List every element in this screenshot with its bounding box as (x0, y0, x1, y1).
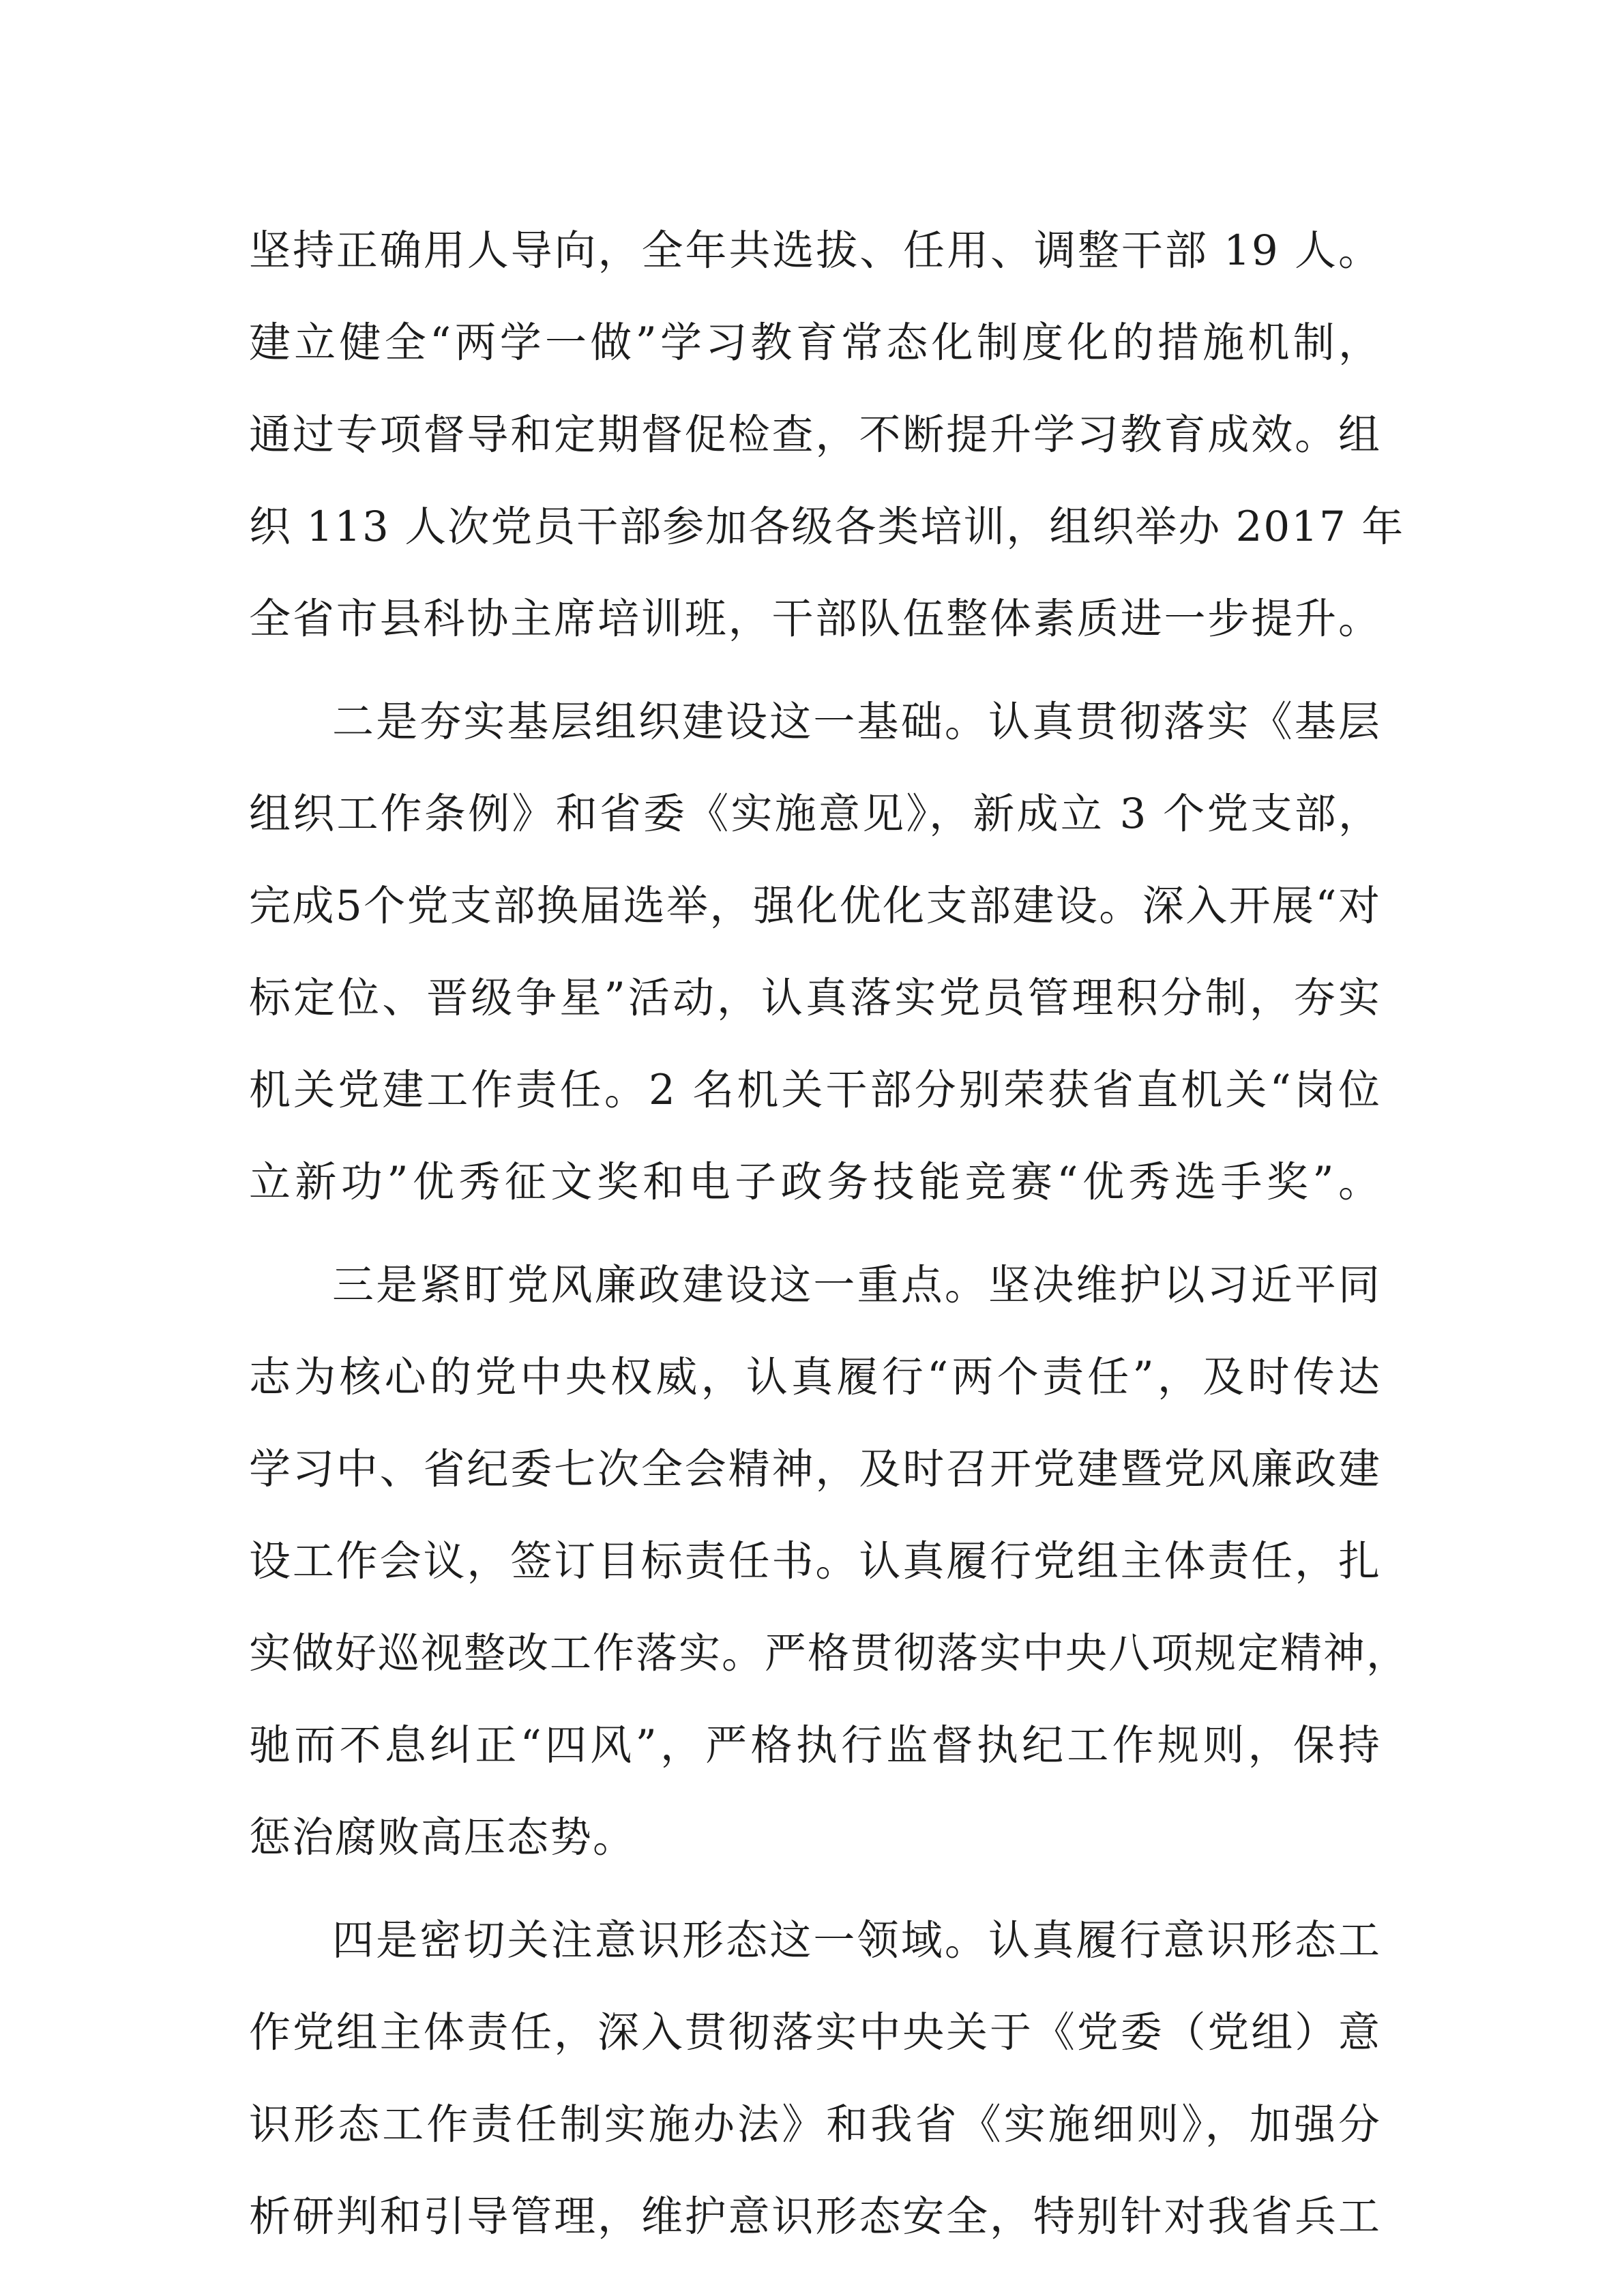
paragraph-3 (249, 1239, 1410, 1883)
text-line: 织 113 人次党员干部参加各级各类培训，组织举办 2017 年 (249, 503, 1405, 551)
paragraph-1 (249, 205, 1405, 665)
text-line: 组织工作条例》和省委《实施意见》，新成立 3 个党支部， (249, 790, 1381, 838)
text-line: 坚持正确用人导向，全年共选拔、任用、调整干部 19 人。 (249, 226, 1381, 275)
text-line: 完成5个党支部换届选举，强化优化支部建设。深入开展“对 (249, 882, 1381, 930)
text-line: 四是密切关注意识形态这一领域。认真履行意识形态工 (332, 1916, 1381, 1965)
text-line: 全省市县科协主席培训班，干部队伍整体素质进一步提升。 (249, 595, 1381, 643)
text-line: 志为核心的党中央权威，认真履行“两个责任”，及时传达 (249, 1353, 1381, 1401)
text-line: 标定位、晋级争星”活动，认真落实党员管理积分制，夯实 (249, 974, 1381, 1022)
document-body (249, 205, 1410, 2263)
text-line: 驰而不息纠正“四风”，严格执行监督执纪工作规则，保持 (249, 1721, 1381, 1770)
text-line: 建立健全“两学一做”学习教育常态化制度化的措施机制， (249, 318, 1381, 367)
text-line: 二是夯实基层组织建设这一基础。认真贯彻落实《基层 (332, 698, 1381, 746)
text-line: 机关党建工作责任。2 名机关干部分别荣获省直机关“岗位 (249, 1066, 1381, 1114)
text-line: 通过专项督导和定期督促检查，不断提升学习教育成效。组 (249, 411, 1381, 459)
text-line: 实做好巡视整改工作落实。严格贯彻落实中央八项规定精神， (249, 1629, 1410, 1678)
text-line: 惩治腐败高压态势。 (249, 1813, 636, 1862)
text-line: 设工作会议，签订目标责任书。认真履行党组主体责任，扎 (249, 1537, 1381, 1585)
text-line: 立新功”优秀征文奖和电子政务技能竞赛“优秀选手奖”。 (249, 1158, 1381, 1206)
text-line: 三是紧盯党风廉政建设这一重点。坚决维护以习近平同 (332, 1261, 1381, 1309)
paragraph-2 (249, 676, 1381, 1228)
paragraph-4 (249, 1894, 1381, 2263)
text-line: 作党组主体责任，深入贯彻落实中央关于《党委（党组）意 (249, 2008, 1381, 2057)
text-line: 识形态工作责任制实施办法》和我省《实施细则》，加强分 (249, 2100, 1381, 2149)
text-line: 析研判和引导管理，维护意识形态安全，特别针对我省兵工 (249, 2192, 1381, 2241)
text-line: 学习中、省纪委七次全会精神，及时召开党建暨党风廉政建 (249, 1445, 1381, 1493)
